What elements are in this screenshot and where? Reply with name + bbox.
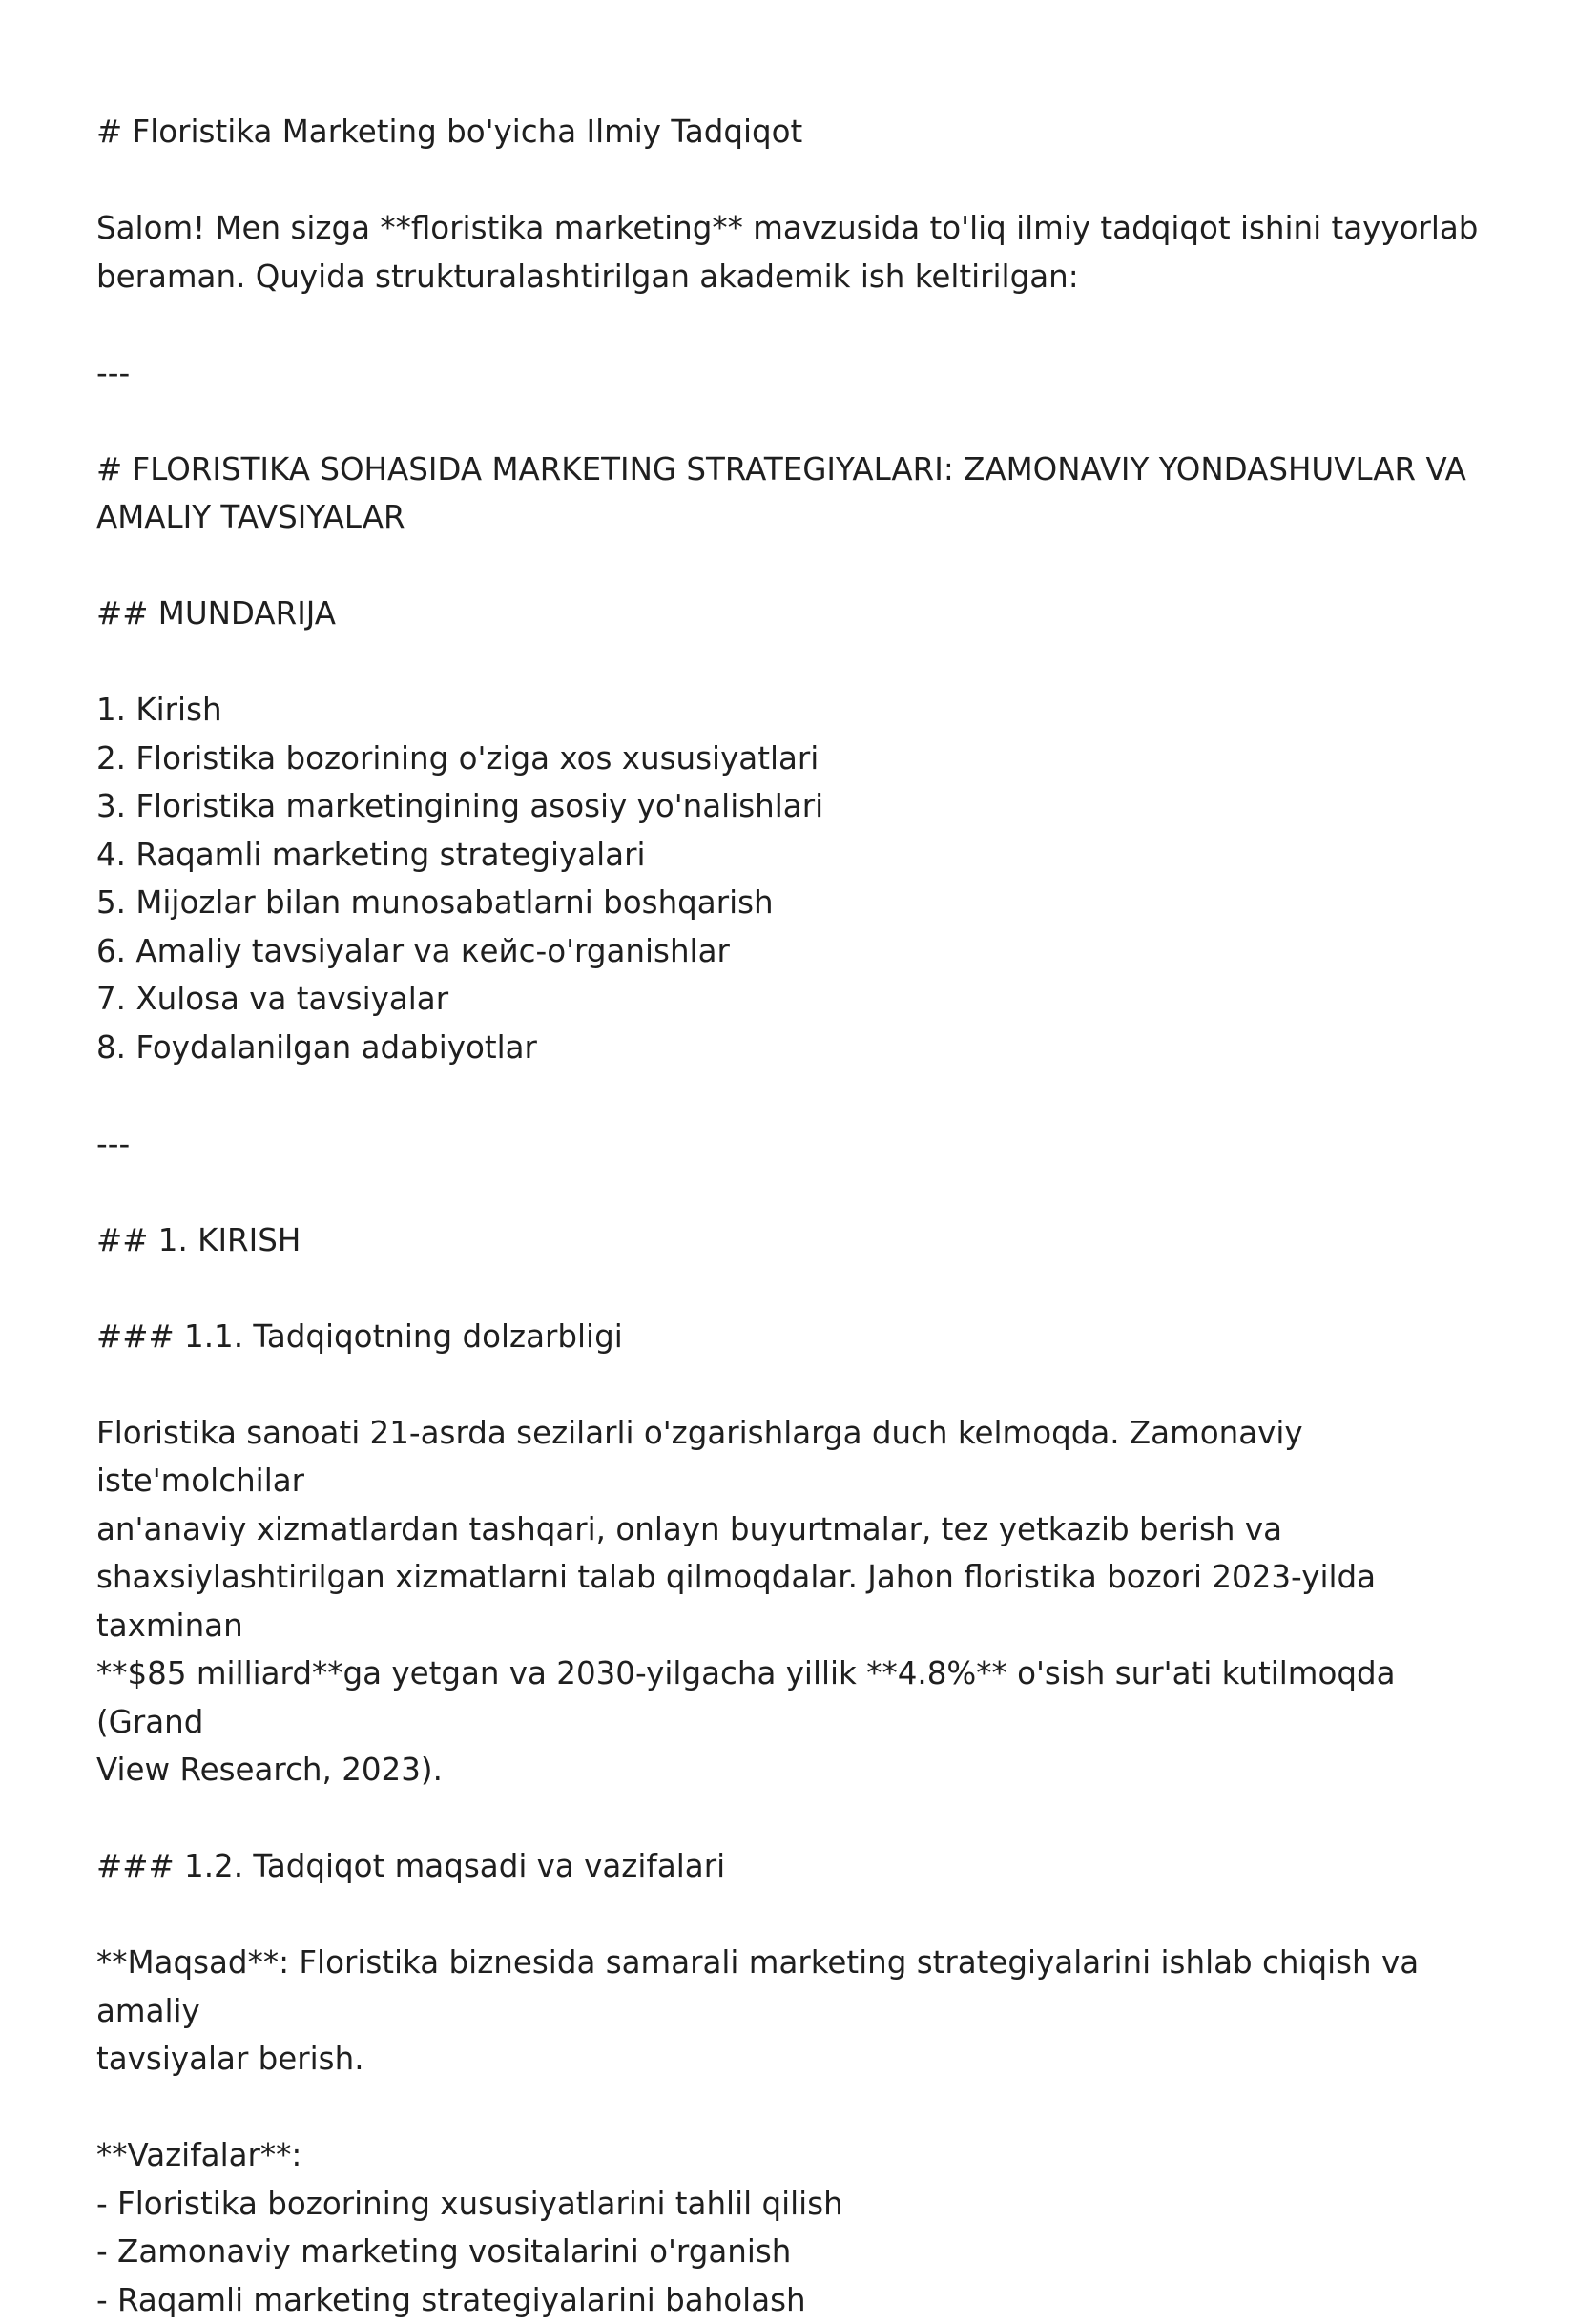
tasks-list <box>96 2180 1489 2324</box>
task-item: - Zamonaviy marketing vositalarini o'rganish <box>96 2228 1489 2276</box>
section-1-heading: ## 1. KIRISH <box>96 1216 1489 1265</box>
horizontal-rule-2: --- <box>96 1120 1489 1169</box>
task-item: - Floristika bozorining xususiyatlarini tahlil qilish <box>96 2180 1489 2229</box>
table-of-contents <box>96 686 1489 1071</box>
toc-item: 8. Foydalanilgan adabiyotlar <box>96 1024 1489 1072</box>
goal-paragraph: **Maqsad**: Floristika biznesida samarali marketing strategiyalarini ishlab chiqish va amaliy tavsiyalar berish. <box>96 1939 1489 2084</box>
subsection-1-1-heading: ### 1.1. Tadqiqotning dolzarbligi <box>96 1313 1489 1361</box>
toc-heading: ## MUNDARIJA <box>96 590 1489 638</box>
toc-item: 1. Kirish <box>96 686 1489 735</box>
document-title: # Floristika Marketing bo'yicha Ilmiy Tadqiqot <box>96 108 1489 156</box>
toc-item: 5. Mijozlar bilan munosabatlarni boshqarish <box>96 879 1489 927</box>
toc-item: 6. Amaliy tavsiyalar va кейс-o'rganishlar <box>96 927 1489 976</box>
toc-item: 4. Raqamli marketing strategiyalari <box>96 831 1489 880</box>
horizontal-rule-1: --- <box>96 349 1489 398</box>
intro-paragraph: Salom! Men sizga **floristika marketing** mavzusida to'liq ilmiy tadqiqot ishini tayyorlab beraman. Quyida strukturalashtirilgan akademik ish keltirilgan: <box>96 204 1489 301</box>
subsection-1-2-heading: ### 1.2. Tadqiqot maqsadi va vazifalari <box>96 1842 1489 1891</box>
document-body <box>96 108 1489 2324</box>
main-title: # FLORISTIKA SOHASIDA MARKETING STRATEGIYALARI: ZAMONAVIY YONDASHUVLAR VA AMALIY TAVSIYALAR <box>96 446 1489 542</box>
toc-item: 7. Xulosa va tavsiyalar <box>96 975 1489 1024</box>
task-item: - Raqamli marketing strategiyalarini baholash <box>96 2276 1489 2324</box>
toc-item: 3. Floristika marketingining asosiy yo'nalishlari <box>96 782 1489 831</box>
toc-item: 2. Floristika bozorining o'ziga xos xususiyatlari <box>96 735 1489 783</box>
subsection-1-1-paragraph: Floristika sanoati 21-asrda sezilarli o'zgarishlarga duch kelmoqda. Zamonaviy iste'molchilar an'anaviy xizmatlardan tashqari, onlayn buyurtmalar, tez yetkazib berish va shaxsiylashtirilgan xizmatlarni talab qilmoqdalar. Jahon floristika bozori 2023-yilda taxminan **$85 milliard**ga yetgan va 2030-yilgacha yillik **4.8%** o'sish sur'ati kutilmoqda (Grand View Research, 2023). <box>96 1409 1489 1795</box>
tasks-heading: **Vazifalar**: <box>96 2131 1489 2180</box>
